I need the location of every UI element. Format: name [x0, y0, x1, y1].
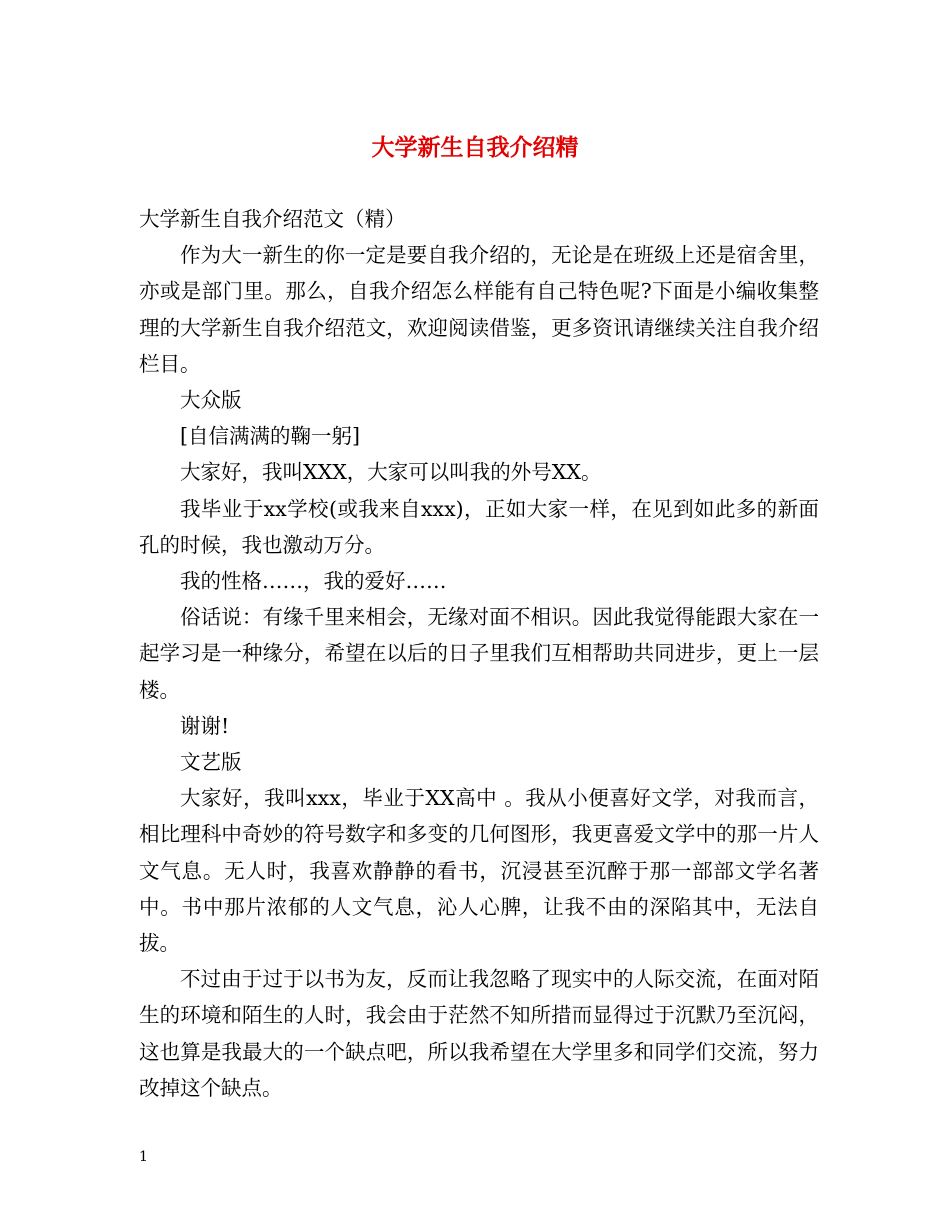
document-title: 大学新生自我介绍精 [371, 134, 579, 161]
body-paragraph: 不过由于过于以书为友，反而让我忽略了现实中的人际交流，在面对陌生的环境和陌生的人时，我会由于茫然不知所措而显得过于沉默乃至沉闷，这也算是我最大的一个缺点吧，所以我希望在大学里多和同学们交流，努力改掉这个缺点。 [139, 967, 819, 1100]
document-body [139, 201, 819, 1106]
stage-direction: [自信满满的鞠一躬] [180, 424, 360, 449]
body-paragraph: 大家好，我叫xxx，毕业于XX高中 。我从小便喜好文学，对我而言，相比理科中奇妙的符号数字和多变的几何图形，我更喜爱文学中的那一片人文气息。无人时，我喜欢静静的看书，沉浸甚至沉醉于那一部部文学名著中。书中那片浓郁的人文气息，沁人心脾，让我不由的深陷其中，无法自拔。 [139, 786, 819, 956]
page-number: 1 [139, 1149, 148, 1165]
body-paragraph: 谢谢! [180, 713, 230, 738]
body-paragraph: 我的性格……，我的爱好…… [180, 569, 447, 594]
body-paragraph: 大家好，我叫XXX，大家可以叫我的外号XX。 [180, 460, 602, 485]
intro-paragraph: 作为大一新生的你一定是要自我介绍的，无论是在班级上还是宿舍里，亦或是部门里。那么，自我介绍怎么样能有自己特色呢?下面是小编收集整理的大学新生自我介绍范文，欢迎阅读借鉴，更多资讯请继续关注自我介绍栏目。 [139, 243, 819, 376]
document-subtitle: 大学新生自我介绍范文（精） [139, 207, 406, 231]
body-paragraph: 俗话说：有缘千里来相会，无缘对面不相识。因此我觉得能跟大家在一起学习是一种缘分，希望在以后的日子里我们互相帮助共同进步，更上一层楼。 [139, 605, 819, 702]
section-heading-popular-version: 大众版 [180, 388, 242, 413]
body-paragraph: 我毕业于xx学校(或我来自xxx)，正如大家一样，在见到如此多的新面孔的时候，我也激动万分。 [139, 496, 819, 557]
section-heading-literary-version: 文艺版 [180, 750, 242, 775]
